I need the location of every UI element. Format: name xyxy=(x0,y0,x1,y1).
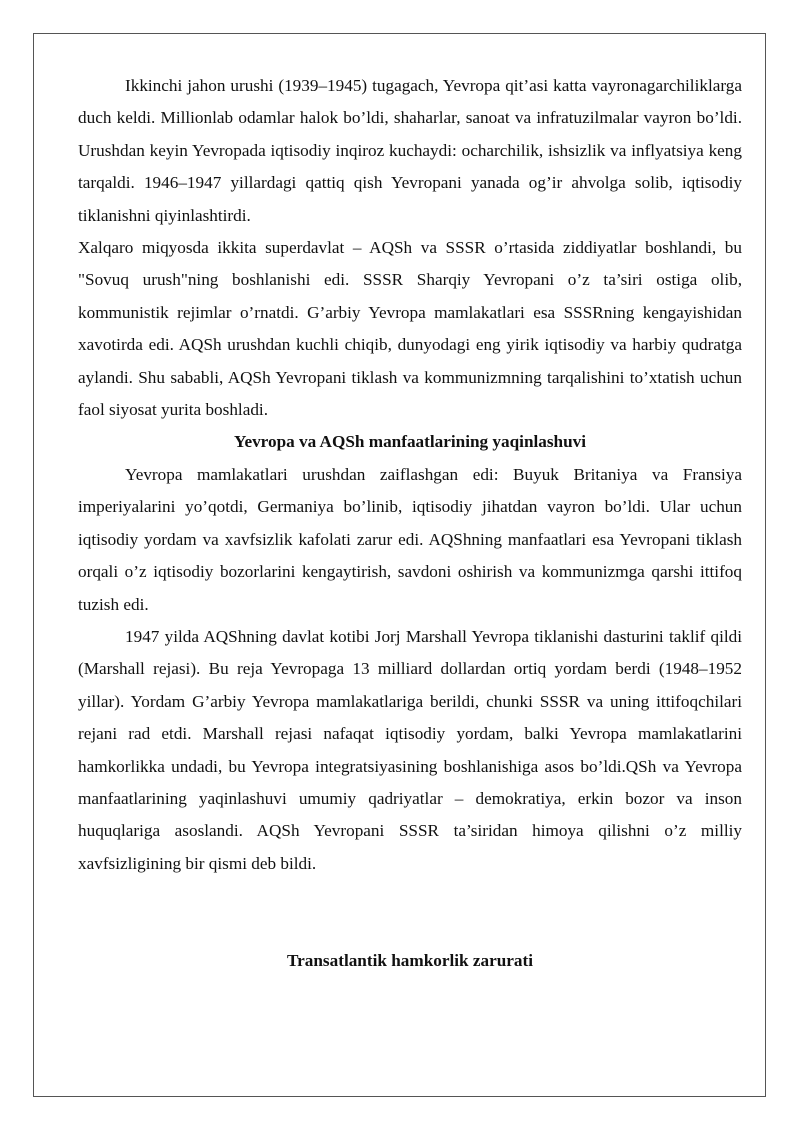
paragraph-intro-1: Ikkinchi jahon urushi (1939–1945) tugagach, Yevropa qit’asi katta vayronagarchiliklarga duch keldi. Millionlab odamlar halok bo’ldi, shaharlar, sanoat va infratuzilmalar vayron bo’ldi. Urushdan keyin Yevropada iqtisodiy inqiroz kuchaydi: ocharchilik, ishsizlik va inflyatsiya keng tarqaldi. 1946–1947 yillardagi qattiq qish Yevropani yanada og’ir ahvolga solib, iqtisodiy tiklanishni qiyinlashtirdi. xyxy=(78,76,742,225)
paragraph-intro-2: Xalqaro miqyosda ikkita superdavlat – AQSh va SSSR o’rtasida ziddiyatlar boshlandi, bu "Sovuq urush"ning boshlanishi edi. SSSR Sharqiy Yevropani o’z ta’siri ostiga olib, kommunistik rejimlar o’rnatdi. G’arbiy Yevropa mamlakatlari esa SSSRning kengayishidan xavotirda edi. AQSh urushdan kuchli chiqib, dunyodagi eng yirik iqtisodiy va harbiy qudratga aylandi. Shu sababli, AQSh Yevropani tiklash va kommunizmning tarqalishini to’xtatish uchun faol siyosat yurita boshladi. xyxy=(78,238,742,420)
blank-space xyxy=(78,880,742,945)
document-body xyxy=(78,70,742,978)
section-heading-1: Yevropa va AQSh manfaatlarining yaqinlashuvi xyxy=(233,432,587,452)
paragraph-section1-1: Yevropa mamlakatlari urushdan zaiflashgan edi: Buyuk Britaniya va Fransiya imperiyalarini yo’qotdi, Germaniya bo’linib, iqtisodiy jihatdan vayron bo’ldi. Ular uchun iqtisodiy yordam va xavfsizlik kafolati zarur edi. AQShning manfaatlari esa Yevropani tiklash orqali o’z iqtisodiy bozorlarini kengaytirish, savdoni oshirish va kommunizmga qarshi ittifoq tuzish edi. xyxy=(78,464,742,614)
section-heading-2: Transatlantik hamkorlik zarurati xyxy=(286,951,534,971)
paragraph-section1-2: 1947 yilda AQShning davlat kotibi Jorj Marshall Yevropa tiklanishi dasturini taklif qildi (Marshall rejasi). Bu reja Yevropaga 13 milliard dollardan ortiq yordam berdi (1948–1952 yillar). Yordam G’arbiy Yevropa mamlakatlariga berildi, chunki SSSR va uning ittifoqchilari rejani rad etdi. Marshall rejasi nafaqat iqtisodiy yordam, balki Yevropa mamlakatlarini hamkorlikka undadi, bu Yevropa integratsiyasining boshlanishiga asos bo’ldi.QSh va Yevropa manfaatlarining yaqinlashuvi umumiy qadriyatlar – demokratiya, erkin bozor va inson huquqlariga asoslandi. AQSh Yevropani SSSR ta’siridan himoya qilishni o’z milliy xavfsizligining bir qismi deb bildi. xyxy=(78,626,742,873)
